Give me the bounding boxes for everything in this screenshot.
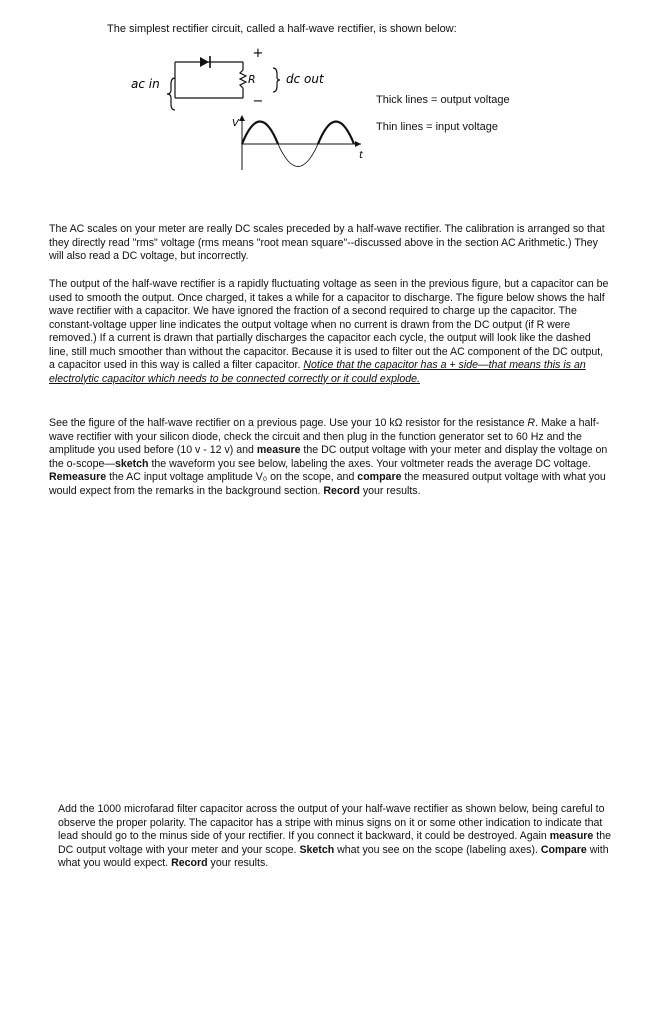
legend-thin-lines: Thin lines = input voltage — [376, 121, 498, 133]
resistor-icon — [240, 70, 246, 88]
p4-compare: Compare — [540, 843, 587, 856]
diode-icon — [200, 56, 210, 68]
p3-text-b: . Make a half-wave rectifier with your silicon diode, check the circuit and then plug in the function generator set to 60 Hz and the amplitude you used before (10 v - 12 v) and — [49, 417, 600, 456]
p3-remeasure: Remeasure — [49, 471, 107, 483]
polarity-warning: Notice that the capacitor has a + side—that means this is an electrolytic capacitor which needs to be connected correctly or it could explode. — [49, 359, 586, 385]
paragraph-filter-capacitor — [49, 278, 611, 386]
intro-text: The simplest rectifier circuit, called a half-wave rectifier, is shown below: — [107, 23, 457, 35]
v-axis-label: V — [232, 118, 239, 129]
p4-sketch: Sketch — [299, 843, 335, 856]
p4-text-d: with what you would expect. — [58, 843, 609, 869]
p3-text-d: the waveform you see below, labeling the axes. Your voltmeter reads the average DC voltage. — [148, 457, 591, 470]
p3-text-e: the AC input voltage amplitude V₀ on the scope, and — [106, 471, 358, 483]
p3-text-a: See the figure of the half-wave rectifier on a previous page. Use your 10 kΩ resistor for the resistance — [49, 417, 528, 429]
output-hump-1 — [242, 122, 278, 145]
p4-text-a: Add the 1000 microfarad filter capacitor across the output of your half-wave rectifier as shown below, being careful to observe the proper polarity. The capacitor has a stripe with minus signs on it or some other indication to indicate that lead should go to the minus side of your rectifier. If you connect it backward, it could be destroyed. Again — [58, 803, 605, 842]
paragraph-ac-scales: The AC scales on your meter are really DC scales preceded by a half-wave rectifier. The calibration is arranged so that they directly read "rms" voltage (rms means "root mean square"--discussed above in the section AC Arithmetic.) They will also read a DC voltage, but incorrectly. — [49, 223, 605, 262]
p4-text-b: the DC output voltage with your meter and your scope. — [58, 830, 611, 856]
plus-label: + — [252, 46, 264, 61]
dc-out-brace — [273, 68, 280, 92]
minus-label: − — [252, 94, 264, 109]
p3-sketch: sketch — [114, 457, 149, 470]
ac-in-brace — [167, 78, 175, 110]
half-wave-rectifier-figure — [125, 44, 363, 174]
legend-thick-lines: Thick lines = output voltage — [376, 94, 510, 106]
p4-record: Record — [171, 857, 208, 869]
v-axis-arrow — [239, 115, 245, 121]
input-negative-half — [278, 144, 318, 167]
dc-out-label: dc out — [286, 72, 324, 86]
p3-compare: compare — [357, 471, 402, 483]
p3-text-g: your results. — [359, 484, 421, 497]
paragraph-half-wave-procedure — [49, 417, 611, 498]
p4-text-c: what you see on the scope (labeling axes). — [334, 843, 541, 856]
p3-measure: measure — [256, 444, 301, 456]
ac-in-label: ac in — [131, 77, 160, 91]
output-hump-2 — [318, 122, 354, 145]
p3-resistor-symbol: R — [527, 417, 536, 429]
resistor-label: R — [248, 73, 256, 86]
p3-text-f: the measured output voltage with what you would expect from the remarks in the background section. — [49, 471, 606, 497]
p3-text-c: the DC output voltage with your meter and display the voltage on the o-scope— — [49, 444, 608, 470]
waveform-plot — [242, 118, 361, 170]
p4-text-e: your results. — [207, 857, 269, 869]
t-axis-label: t — [359, 150, 363, 161]
p2-text: The output of the half-wave rectifier is a rapidly fluctuating voltage as seen in the previous figure, but a capacitor can be used to smooth the output. Once charged, it takes a while for a capacitor to discharge. The figure below shows the half wave rectifier with a capacitor. We have ignored the fraction of a second required to charge up the capacitor. The constant-voltage upper line indicates the output voltage when no current is drawn from the DC output (if R were removed.) If a current is drawn that partially discharges the capacitor each cycle, the output will look like the dashed line, still much smoother than without the capacitor. Because it is used to filter out the AC component of the DC output, a capacitor used in this way is called a filter capacitor. — [49, 278, 609, 371]
p4-measure: measure — [549, 830, 594, 842]
t-axis-arrow — [355, 141, 361, 147]
p3-record: Record — [323, 484, 360, 497]
paragraph-capacitor-procedure — [58, 803, 614, 871]
